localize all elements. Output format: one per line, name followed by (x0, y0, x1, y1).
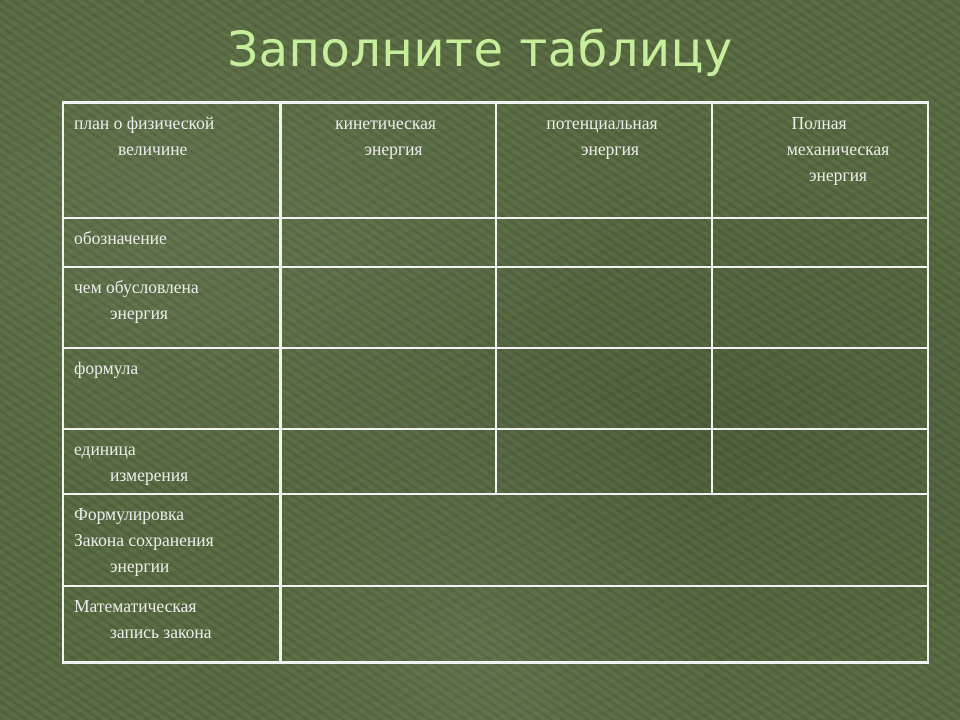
row-label-line: обозначение (74, 228, 167, 248)
row-label-line: измерения (110, 465, 189, 485)
header-line: энергия (581, 139, 639, 159)
row-label-line: Закона сохранения (74, 530, 214, 550)
table-border-right (927, 101, 929, 664)
header-line: механическая (786, 139, 890, 159)
slide-title: Заполните таблицу (227, 22, 733, 78)
table-col-divider (279, 101, 282, 664)
header-line: Полная (791, 113, 847, 133)
row-label-law-statement (74, 501, 279, 579)
table-border-left (62, 101, 64, 664)
row-label-line: формула (74, 358, 139, 378)
header-line: кинетическая (335, 113, 436, 133)
header-cell-total-mechanical (713, 110, 927, 188)
header-line: величине (118, 139, 188, 159)
header-cell-kinetic (282, 110, 495, 162)
header-line: план о физической (74, 113, 215, 133)
header-line: энергия (364, 139, 423, 159)
row-label-line: чем обусловлена (74, 277, 199, 297)
row-label-line: энергии (110, 556, 170, 576)
row-label-designation (74, 225, 274, 251)
row-label-math-law (74, 593, 274, 645)
header-cell-quantity-plan (74, 110, 274, 162)
row-label-line: запись закона (110, 622, 212, 642)
row-label-unit (74, 436, 274, 488)
row-label-line: Математическая (74, 596, 197, 616)
row-label-line: Формулировка (74, 504, 184, 524)
header-line: потенциальная (546, 113, 658, 133)
table-border-bottom (63, 661, 929, 664)
row-label-formula (74, 355, 274, 381)
table-row-divider (63, 585, 929, 587)
row-label-cause (74, 274, 274, 326)
row-label-line: единица (74, 439, 136, 459)
row-label-line: энергия (110, 303, 168, 323)
header-line: энергия (809, 165, 867, 185)
header-cell-potential (497, 110, 711, 162)
